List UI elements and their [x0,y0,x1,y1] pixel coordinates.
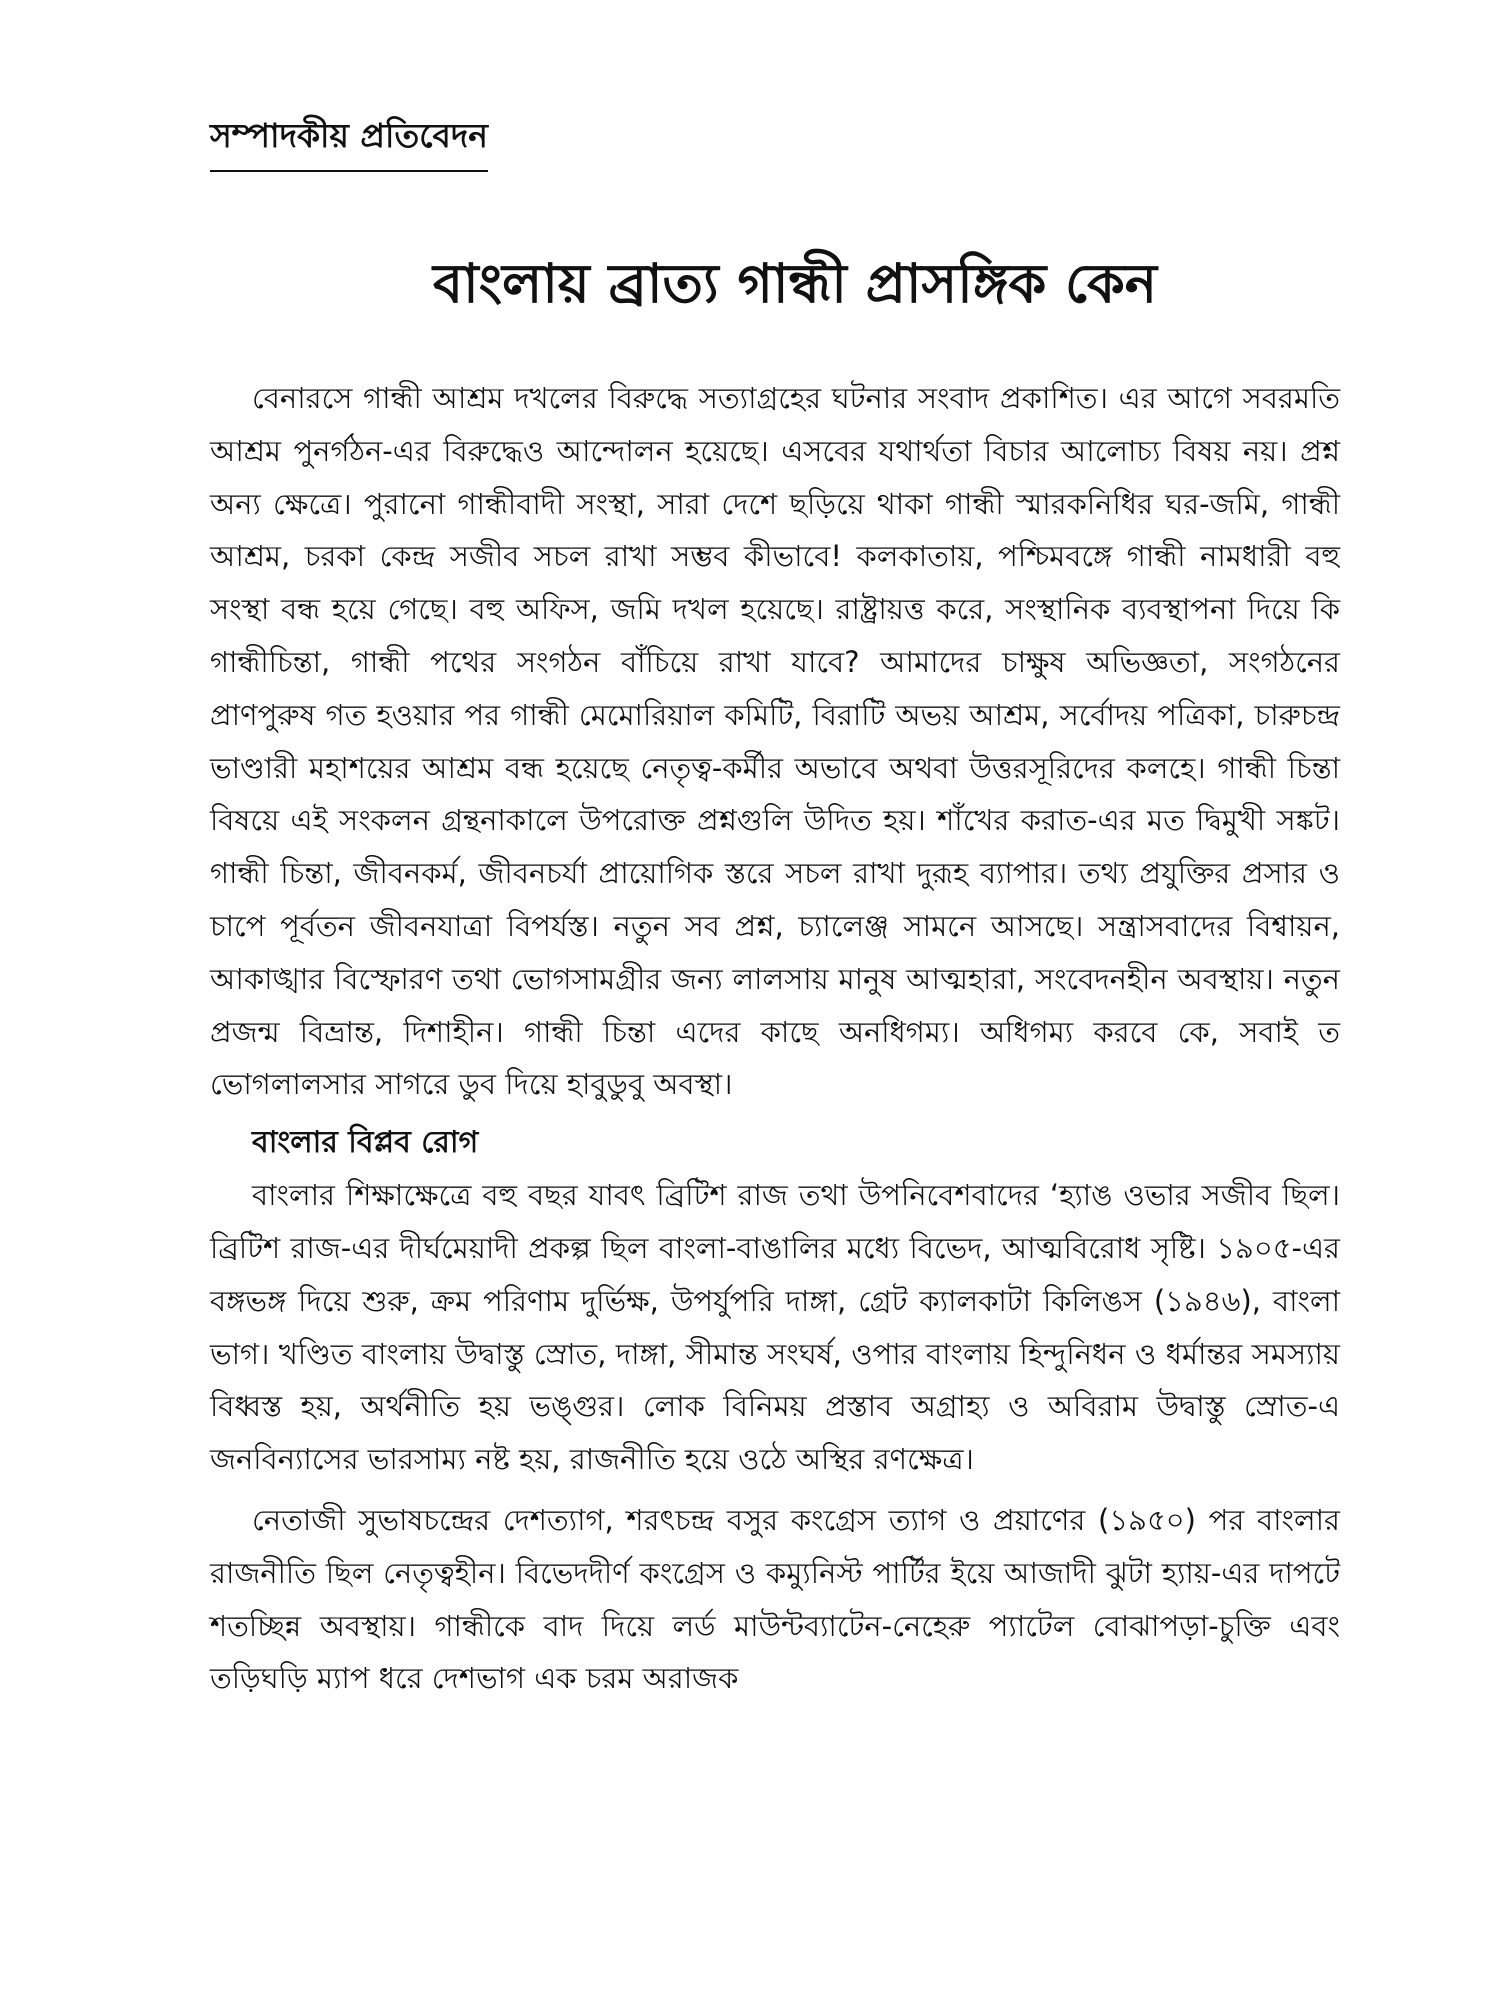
paragraph-1: বেনারসে গান্ধী আশ্রম দখলের বিরুদ্ধে সত্যাগ্রহের ঘটনার সংবাদ প্রকাশিত। এর আগে সবরমতি আশ্রম পুনর্গঠন-এর বিরুদ্ধেও আন্দোলন হয়েছে। এসবের যথার্থতা বিচার আলোচ্য বিষয় নয়। প্রশ্ন অন্য ক্ষেত্রে। পুরানো গান্ধীবাদী সংস্থা, সারা দেশে ছড়িয়ে থাকা গান্ধী স্মারকনিধির ঘর-জমি, গান্ধী আশ্রম, চরকা কেন্দ্র সজীব সচল রাখা সম্ভব কীভাবে! কলকাতায়, পশ্চিমবঙ্গে গান্ধী নামধারী বহু সংস্থা বন্ধ হয়ে গেছে। বহু অফিস, জমি দখল হয়েছে। রাষ্ট্রায়ত্ত করে, সংস্থানিক ব্যবস্থাপনা দিয়ে কি গান্ধীচিন্তা, গান্ধী পথের সংগঠন বাঁচিয়ে রাখা যাবে? আমাদের চাক্ষুষ অভিজ্ঞতা, সংগঠনের প্রাণপুরুষ গত হওয়ার পর গান্ধী মেমোরিয়াল কমিটি, বিরাটি অভয় আশ্রম, সর্বোদয় পত্রিকা, চারুচন্দ্র ভাণ্ডারী মহাশয়ের আশ্রম বন্ধ হয়েছে নেতৃত্ব-কর্মীর অভাবে অথবা উত্তরসূরিদের কলহে। গান্ধী চিন্তা বিষয়ে এই সংকলন গ্রন্থনাকালে উপরোক্ত প্রশ্নগুলি উদিত হয়। শাঁখের করাত-এর মত দ্বিমুখী সঙ্কট। গান্ধী চিন্তা, জীবনকর্ম, জীবনচর্যা প্রায়োগিক স্তরে সচল রাখা দুরূহ ব্যাপার। তথ্য প্রযুক্তির প্রসার ও চাপে পূর্বতন জীবনযাত্রা বিপর্যস্ত। নতুন সব প্রশ্ন, চ্যালেঞ্জ সামনে আসছে। সন্ত্রাসবাদের বিশ্বায়ন, আকাঙ্খার বিস্ফোরণ তথা ভোগসামগ্রীর জন্য লালসায় মানুষ আত্মহারা, সংবেদনহীন অবস্থায়। নতুন প্রজন্ম বিভ্রান্ত, দিশাহীন। গান্ধী চিন্তা এদের কাছে অনধিগম্য। অধিগম্য করবে কে, সবাই ত ভোগলালসার সাগরে ডুব দিয়ে হাবুডুবু অবস্থা। [210,381,1340,1102]
section-label: সম্পাদকীয় প্রতিবেদন [210,110,488,172]
paragraph-2: বাংলার শিক্ষাক্ষেত্রে বহু বছর যাবৎ ব্রিটিশ রাজ তথা উপনিবেশবাদের ‘হ্যাঙ ওভার সজীব ছিল। ব্রিটিশ রাজ-এর দীর্ঘমেয়াদী প্রকল্প ছিল বাংলা-বাঙালির মধ্যে বিভেদ, আত্মবিরোধ সৃষ্টি। ১৯০৫-এর বঙ্গভঙ্গ দিয়ে শুরু, ক্রম পরিণাম দুর্ভিক্ষ, উপর্যুপরি দাঙ্গা, গ্রেট ক্যালকাটা কিলিঙস (১৯৪৬), বাংলা ভাগ। খণ্ডিত বাংলায় উদ্বাস্তু স্রোত, দাঙ্গা, সীমান্ত সংঘর্ষ, ওপার বাংলায় হিন্দুনিধন ও ধর্মান্তর সমস্যায় বিধ্বস্ত হয়, অর্থনীতি হয় ভঙ্গুর। লোক বিনিময় প্রস্তাব অগ্রাহ্য ও অবিরাম উদ্বাস্তু স্রোত-এ জনবিন্যাসের ভারসাম্য নষ্ট হয়, রাজনীতি হয়ে ওঠে অস্থির রণক্ষেত্র। [210,1178,1340,1477]
subheading: বাংলার বিপ্লব রোগ [252,1125,479,1161]
article-title: বাংলায় ব্রাত্য গান্ধী প্রাসঙ্গিক কেন [433,252,1157,315]
document-page [210,110,1340,1705]
paragraph-3: নেতাজী সুভাষচন্দ্রের দেশত্যাগ, শরৎচন্দ্র বসুর কংগ্রেস ত্যাগ ও প্রয়াণের (১৯৫০) পর বাংলার রাজনীতি ছিল নেতৃত্বহীন। বিভেদদীর্ণ কংগ্রেস ও কম্যুনিস্ট পার্টির ইয়ে আজাদী ঝুটা হ্যায়-এর দাপটে শতচ্ছিন্ন অবস্থায়। গান্ধীকে বাদ দিয়ে লর্ড মাউন্টব্যাটেন-নেহেরু প্যাটেল বোঝাপড়া-চুক্তি এবং তড়িঘড়ি ম্যাপ ধরে দেশভাগ এক চরম অরাজক [210,1502,1340,1696]
